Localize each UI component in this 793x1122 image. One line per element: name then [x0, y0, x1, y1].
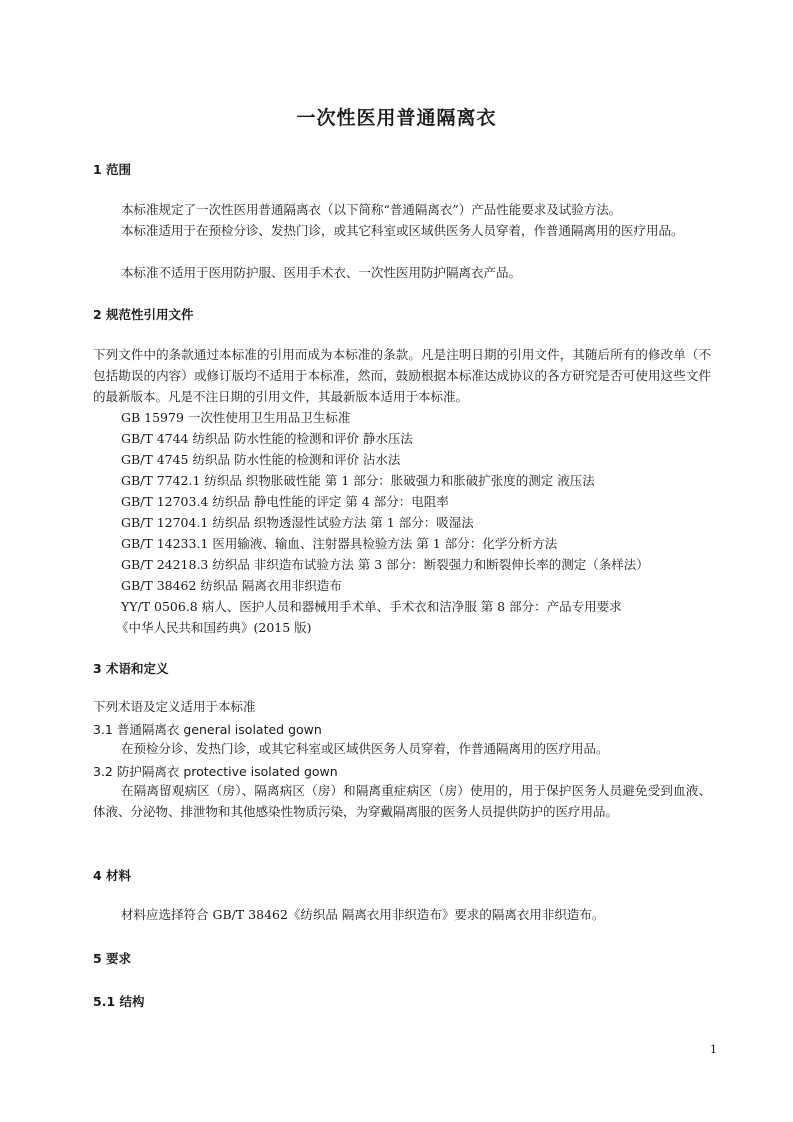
scope-paragraph-2: 本标准适用于在预检分诊、发热门诊，或其它科室或区域供医务人员穿着，作普通隔离用的医疗用品。 [121, 223, 684, 238]
section-5-heading: 5 要求 [93, 951, 132, 966]
term-3-2-heading: 3.2 防护隔离衣 protective isolated gown [93, 764, 338, 779]
term-3-1-body: 在预检分诊、发热门诊，或其它科室或区域供医务人员穿着，作普通隔离用的医疗用品。 [121, 741, 609, 756]
reference-item: YY/T 0506.8 病人、医护人员和器械用手术单、手术衣和洁净服 第 8 部分：产品专用要求 [121, 599, 622, 614]
reference-item: GB/T 12704.1 纺织品 织物透湿性试验方法 第 1 部分：吸湿法 [121, 515, 474, 530]
section-2-heading: 2 规范性引用文件 [93, 307, 194, 322]
materials-paragraph: 材料应选择符合 GB/T 38462《纺织品 隔离衣用非织造布》要求的隔离衣用非织造布。 [121, 907, 605, 922]
section-4-heading: 4 材料 [93, 868, 132, 883]
references-intro: 下列文件中的条款通过本标准的引用而成为本标准的条款。凡是注明日期的引用文件，其随后所有的修改单（不包括勘误的内容）或修订版均不适用于本标准，然而，鼓励根据本标准达成协议的各方研究是否可使用这些文件的最新版本。凡是不注日期的引用文件，其最新版本适用于本标准。 [93, 347, 711, 404]
reference-item: GB/T 4745 纺织品 防水性能的检测和评价 沾水法 [121, 452, 401, 467]
term-3-1-heading: 3.1 普通隔离衣 general isolated gown [93, 722, 322, 737]
reference-item: GB/T 4744 纺织品 防水性能的检测和评价 静水压法 [121, 431, 413, 446]
document-title: 一次性医用普通隔离衣 [296, 107, 497, 129]
reference-item: GB/T 14233.1 医用输液、输血、注射器具检验方法 第 1 部分：化学分析方法 [121, 536, 558, 551]
section-3-heading: 3 术语和定义 [93, 661, 169, 676]
term-3-2-body: 在隔离留观病区（房）、隔离病区（房）和隔离重症病区（房）使用的，用于保护医务人员避免受到血液、体液、分泌物、排泄物和其他感染性物质污染，为穿戴隔离服的医务人员提供防护的医疗用品。 [93, 783, 711, 819]
reference-item: GB/T 12703.4 纺织品 静电性能的评定 第 4 部分：电阻率 [121, 494, 449, 509]
reference-item: GB 15979 一次性使用卫生用品卫生标准 [121, 410, 351, 425]
page-number: 1 [710, 1043, 717, 1056]
reference-item: 《中华人民共和国药典》(2015 版) [116, 620, 312, 635]
reference-item: GB/T 7742.1 纺织品 织物胀破性能 第 1 部分：胀破强力和胀破扩张度的测定 液压法 [121, 473, 595, 488]
scope-paragraph-1: 本标准规定了一次性医用普通隔离衣（以下简称“普通隔离衣”）产品性能要求及试验方法。 [121, 202, 622, 217]
terms-intro: 下列术语及定义适用于本标准 [93, 699, 256, 714]
scope-paragraph-3: 本标准不适用于医用防护服、医用手术衣、一次性医用防护隔离衣产品。 [121, 265, 522, 280]
section-5-1-heading: 5.1 结构 [93, 994, 145, 1009]
section-1-heading: 1 范围 [93, 162, 132, 177]
reference-item: GB/T 24218.3 纺织品 非织造布试验方法 第 3 部分：断裂强力和断裂伸长率的测定（条样法） [121, 557, 649, 572]
reference-item: GB/T 38462 纺织品 隔离衣用非织造布 [121, 578, 342, 593]
